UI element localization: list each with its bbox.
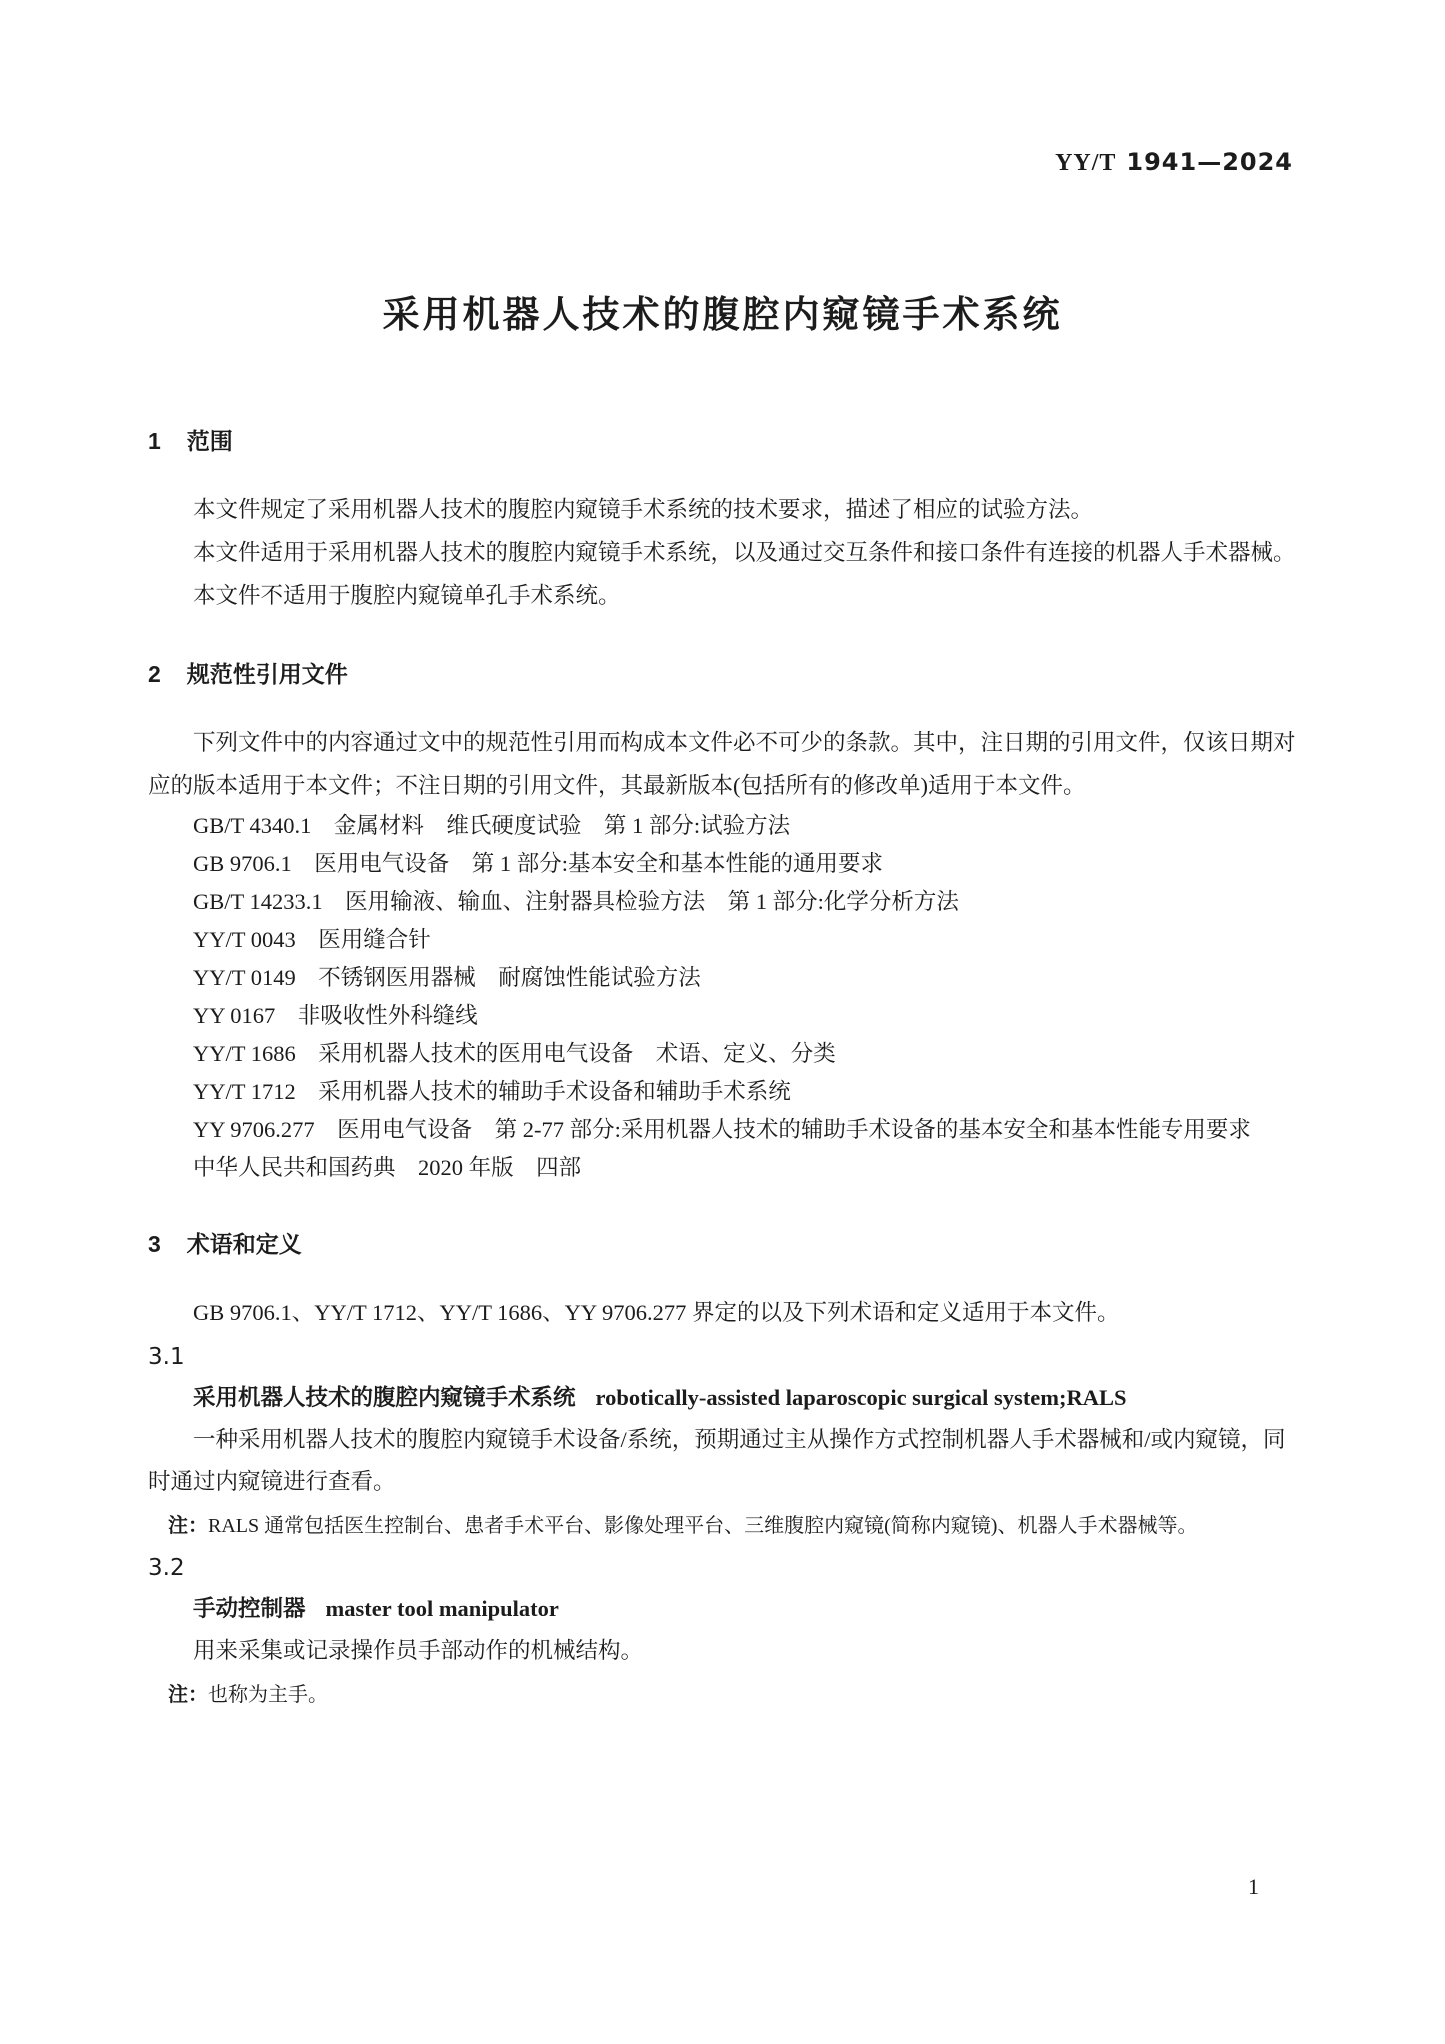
section-3-number: 3 [148,1231,161,1257]
section-1-number: 1 [148,428,161,454]
term-3-1-title [148,1376,1298,1419]
scope-paragraph: 本文件不适用于腹腔内窥镜单孔手术系统。 [193,583,621,608]
term-3-2-note [148,1676,1298,1714]
section-1-title: 范围 [186,428,233,454]
section-3-heading [148,1223,1298,1265]
section-1-heading [148,420,1298,462]
scope-paragraph: 本文件适用于采用机器人技术的腹腔内窥镜手术系统，以及通过交互条件和接口条件有连接的机器人手术器械。 [193,540,1296,565]
term-3-2-chinese: 手动控制器 [193,1596,306,1621]
reference-item: 中华人民共和国药典 2020 年版 四部 [193,1155,582,1180]
term-3-1-definition: 一种采用机器人技术的腹腔内窥镜手术设备/系统，预期通过主从操作方式控制机器人手术器械和/或内窥镜，同时通过内窥镜进行查看。 [148,1427,1286,1494]
term-3-2-title [148,1587,1298,1630]
section-2-heading [148,653,1298,695]
reference-item: GB/T 4340.1 金属材料 维氏硬度试验 第 1 部分:试验方法 [193,813,791,838]
standard-number [1055,148,1293,177]
note-label: 注： [168,1515,208,1537]
document-body [148,420,1298,1722]
standard-code: YY/T [1055,150,1117,176]
document-title: 采用机器人技术的腹腔内窥镜手术系统 [382,294,1063,335]
page-number: 1 [1248,1874,1259,1899]
reference-item: YY/T 1712 采用机器人技术的辅助手术设备和辅助手术系统 [193,1079,791,1104]
section-2-title: 规范性引用文件 [186,661,348,687]
standard-year-number: 1941—2024 [1126,148,1293,176]
term-3-2-id: 3.2 [148,1555,185,1581]
normative-references-intro: 下列文件中的内容通过文中的规范性引用而构成本文件必不可少的条款。其中，注日期的引用文件，仅该日期对应的版本适用于本文件；不注日期的引用文件，其最新版本(包括所有的修改单)适用于本文件。 [148,730,1296,798]
note-text: 也称为主手。 [208,1684,328,1706]
term-3-1-id: 3.1 [148,1344,185,1370]
reference-item: YY/T 1686 采用机器人技术的医用电气设备 术语、定义、分类 [193,1041,836,1066]
reference-item: YY/T 0149 不锈钢医用器械 耐腐蚀性能试验方法 [193,965,701,990]
term-3-2-english: master tool manipulator [325,1596,559,1621]
term-3-1-chinese: 采用机器人技术的腹腔内窥镜手术系统 [193,1385,576,1410]
note-text: RALS 通常包括医生控制台、患者手术平台、影像处理平台、三维腹腔内窥镜(简称内窥镜)、机器人手术器械等。 [208,1515,1198,1537]
scope-paragraph: 本文件规定了采用机器人技术的腹腔内窥镜手术系统的技术要求，描述了相应的试验方法。 [193,497,1094,522]
section-2-number: 2 [148,661,161,687]
term-3-1-english: robotically-assisted laparoscopic surgical system;RALS [595,1385,1127,1410]
terms-intro: GB 9706.1、YY/T 1712、YY/T 1686、YY 9706.277 界定的以及下列术语和定义适用于本文件。 [193,1300,1120,1325]
note-label: 注： [168,1684,208,1706]
reference-item: GB/T 14233.1 医用输液、输血、注射器具检验方法 第 1 部分:化学分析方法 [193,889,959,914]
term-3-1-note [148,1507,1298,1545]
reference-item: GB 9706.1 医用电气设备 第 1 部分:基本安全和基本性能的通用要求 [193,851,884,876]
reference-item: YY 9706.277 医用电气设备 第 2-77 部分:采用机器人技术的辅助手术设备的基本安全和基本性能专用要求 [193,1117,1251,1142]
term-3-2-definition: 用来采集或记录操作员手部动作的机械结构。 [193,1638,644,1663]
reference-item: YY/T 0043 医用缝合针 [193,927,431,952]
section-3-title: 术语和定义 [186,1231,302,1257]
reference-item: YY 0167 非吸收性外科缝线 [193,1003,478,1028]
